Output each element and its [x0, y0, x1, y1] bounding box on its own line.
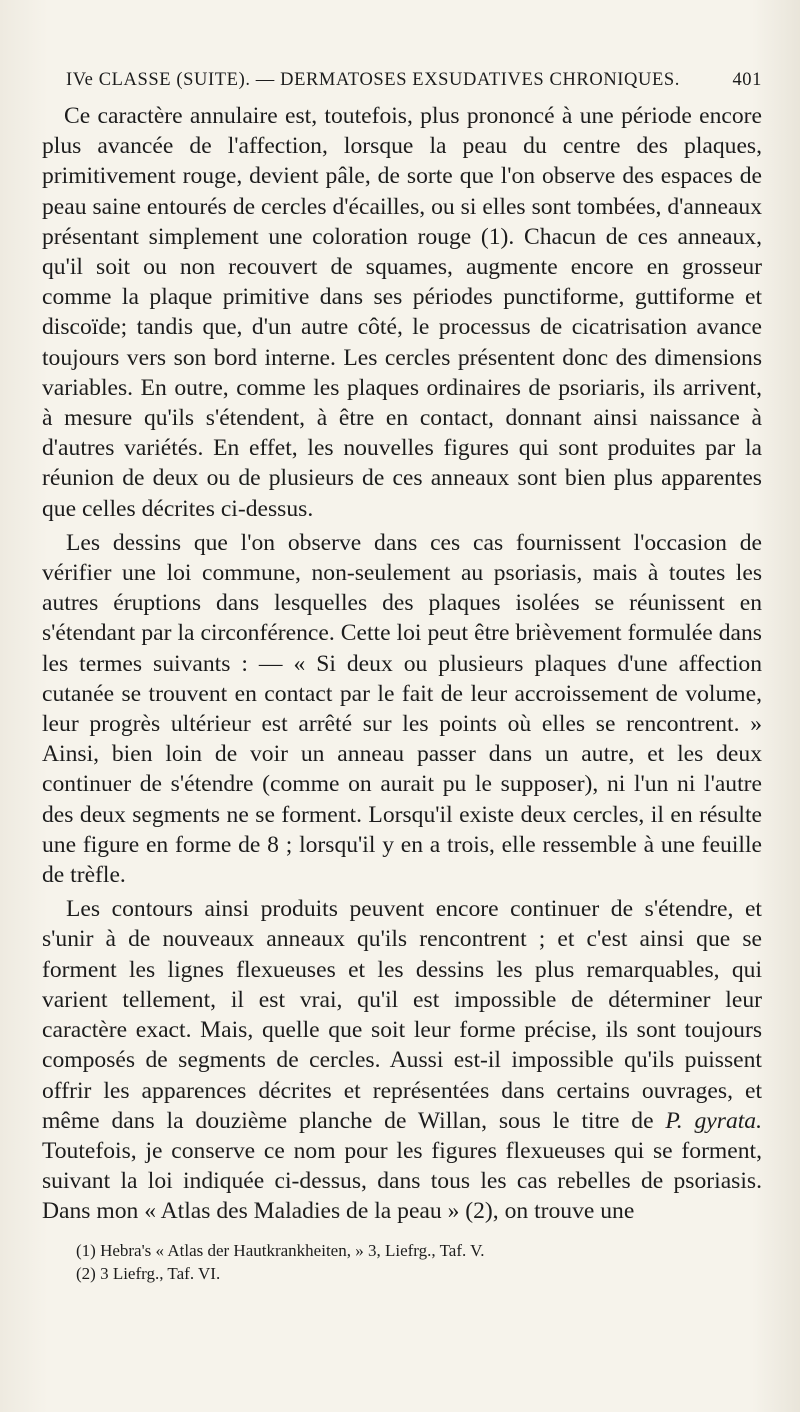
page-number: 401 [732, 70, 762, 90]
paragraph-3-part-a: Les contours ainsi produits peuvent encore continuer de s'étendre, et s'unir à de nouveaux anneaux qu'ils rencontrent ; et c'est ainsi que se forment les lignes flexueuses et les dessins les plus remarquables, qui varient tellement, il est vrai, qu'il est impossible de déterminer leur caractère exact. Mais, quelle que soit leur forme précise, ils sont toujours composés de segments de cercles. Aussi est-il impossible qu'ils puissent offrir les apparences décrites et représentées dans certains ouvrages, et même dans la douzième planche de Willan, sous le titre de [42, 896, 762, 1134]
paragraph-3-part-b: Toutefois, je conserve ce nom pour les figures flexueuses qui se forment, suivant la loi indiquée ci-dessus, dans tous les cas rebelles de psoriasis. Dans mon « Atlas des Maladies de la peau » (2), on trouve une [42, 1137, 762, 1225]
body-text [42, 101, 762, 1227]
footnote-1: (1) Hebra's « Atlas der Hautkrankheiten, » 3, Liefrg., Taf. V. [76, 1240, 485, 1260]
running-head [66, 70, 762, 91]
paragraph-1: Ce caractère annulaire est, toutefois, plus prononcé à une période encore plus avancée de l'affection, lorsque la peau du centre des plaques, primitivement rouge, devient pâle, de sorte que l'on observe des espaces de peau saine entourés de cercles d'écailles, ou si elles sont tombées, d'anneaux présentant simplement une coloration rouge (1). Chacun de ces anneaux, qu'il soit ou non recouvert de squames, augmente encore en grosseur comme la plaque primitive dans ses périodes punctiforme, guttiforme et discoïde; tandis que, d'un autre côté, le processus de cicatrisation avance toujours vers son bord interne. Les cercles présentent donc des dimensions variables. En outre, comme les plaques ordinaires de psoriaris, ils arrivent, à mesure qu'ils s'étendent, à être en contact, donnant ainsi naissance à d'autres variétés. En effet, les nouvelles figures qui sont produites par la réunion de deux ou de plusieurs de ces anneaux sont bien plus apparentes que celles décrites ci-dessus. [42, 103, 762, 522]
paragraph-3-italic-term: P. gyrata. [665, 1107, 763, 1134]
footnote-2: (2) 3 Liefrg., Taf. VI. [76, 1263, 221, 1283]
paragraph-3 [42, 894, 762, 1226]
chapter-title: IVe CLASSE (SUITE). — DERMATOSES EXSUDATIVES CHRONIQUES. [66, 70, 680, 90]
paragraph-2: Les dessins que l'on observe dans ces cas fournissent l'occasion de vérifier une loi commune, non-seulement au psoriasis, mais à toutes les autres éruptions dans lesquelles des plaques isolées se réunissent en s'étendant par la circonférence. Cette loi peut être brièvement formulée dans les termes suivants : — « Si deux ou plusieurs plaques d'une affection cutanée se trouvent en contact par le fait de leur accroissement de volume, leur progrès ultérieur est arrêté sur les points où elles se rencontrent. » Ainsi, bien loin de voir un anneau passer dans un autre, et les deux continuer de s'étendre (comme on aurait pu le supposer), ni l'un ni l'autre des deux segments ne se forment. Lorsqu'il existe deux cercles, il en résulte une figure en forme de 8 ; lorsqu'il y en a trois, elle ressemble à une feuille de trèfle. [42, 529, 762, 889]
footnotes [42, 1239, 762, 1285]
